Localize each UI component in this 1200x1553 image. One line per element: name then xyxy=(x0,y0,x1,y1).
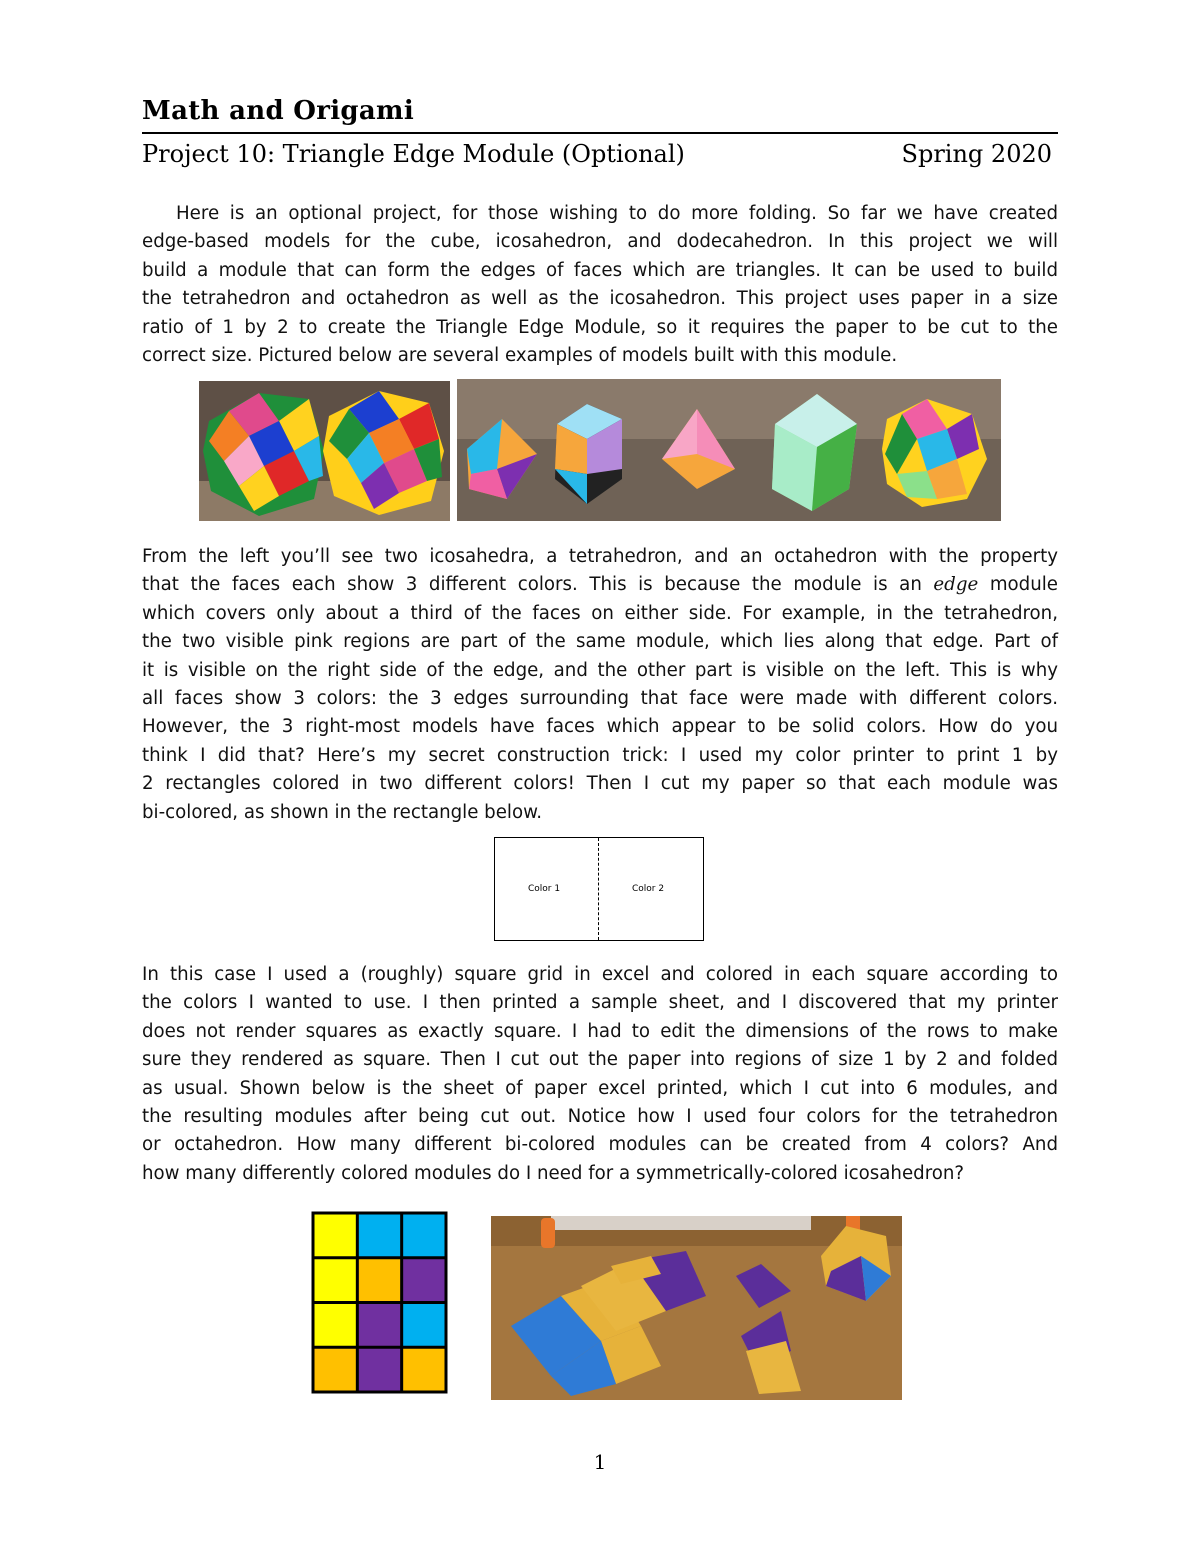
grid-cell-purple xyxy=(357,1347,401,1392)
page-number: 1 xyxy=(593,1450,607,1474)
text-line xyxy=(142,571,1058,599)
grid-cell-yellow xyxy=(313,1258,357,1303)
text-line: ratio of 1 by 2 to create the Triangle Edge Module, so it requires the paper to be cut to the xyxy=(142,316,1058,338)
term-label: Spring 2020 xyxy=(901,140,1052,168)
polyhedra-photo xyxy=(457,379,1001,521)
color-2-label: Color 2 xyxy=(632,884,665,894)
text-line: bi-colored, as shown in the rectangle below. xyxy=(142,801,543,823)
color-1-label: Color 1 xyxy=(528,884,561,894)
text-line: the two visible pink regions are part of the same module, which lies along that edge. Part of xyxy=(142,631,1058,653)
text-line: or octahedron. How many different bi-colored modules can be created from 4 colors? And xyxy=(142,1134,1058,1156)
grid-cell-orange xyxy=(357,1258,401,1303)
icosahedra-photo xyxy=(199,381,450,521)
text-line: correct size. Pictured below are several examples of models built with this module. xyxy=(142,345,898,367)
text-line: Here is an optional project, for those wishing to do more folding. So far we have created xyxy=(176,203,1058,224)
text-line: think I did that? Here’s my secret construction trick: I used my color printer to print 1 by xyxy=(142,744,1058,766)
emphasis-edge: edge xyxy=(933,574,979,596)
text-line: the tetrahedron and octahedron as well as the icosahedron. This project uses paper in a size xyxy=(142,288,1058,310)
text-line: it is visible on the right side of the edge, and the other part is visible on the left. This is why xyxy=(142,659,1058,681)
fold-line xyxy=(598,838,599,940)
text-line: all faces show 3 colors: the 3 edges surrounding that face were made with different colors. xyxy=(142,688,1058,710)
cut-modules-photo xyxy=(491,1216,902,1400)
text-line: how many differently colored modules do I need for a symmetrically-colored icosahedron? xyxy=(142,1162,965,1184)
text-fragment: module xyxy=(978,574,1058,596)
bicolor-rectangle-diagram xyxy=(494,837,704,941)
grid-cell-orange xyxy=(402,1347,446,1392)
project-title: Project 10: Triangle Edge Module (Optional) xyxy=(142,140,685,168)
grid-cell-purple xyxy=(402,1258,446,1303)
title-rule xyxy=(142,132,1058,134)
excel-paragraph xyxy=(142,961,1058,1188)
text-line: the colors I wanted to use. I then printed a sample sheet, and I discovered that my printer xyxy=(142,992,1058,1014)
grid-cell-purple xyxy=(357,1303,401,1348)
grid-cell-blue xyxy=(357,1213,401,1258)
text-line: 2 rectangles colored in two different colors! Then I cut my paper so that each module was xyxy=(142,773,1058,795)
text-line: In this case I used a (roughly) square grid in excel and colored in each square according to xyxy=(142,964,1058,985)
intro-paragraph xyxy=(142,200,1058,370)
text-line: build a module that can form the edges of faces which are triangles. It can be used to build xyxy=(142,259,1058,281)
text-line: From the left you’ll see two icosahedra, a tetrahedron, and an octahedron with the property xyxy=(142,546,1058,567)
text-line: as usual. Shown below is the sheet of paper excel printed, which I cut into 6 modules, and xyxy=(142,1077,1058,1099)
text-line: does not render squares as exactly square. I had to edit the dimensions of the rows to make xyxy=(142,1020,1058,1042)
document-title: Math and Origami xyxy=(142,96,415,126)
grid-cell-yellow xyxy=(313,1213,357,1258)
grid-cell-blue xyxy=(402,1303,446,1348)
text-line: However, the 3 right-most models have faces which appear to be solid colors. How do you xyxy=(142,716,1058,738)
text-line: sure they rendered as square. Then I cut out the paper into regions of size 1 by 2 and folded xyxy=(142,1049,1058,1071)
text-fragment: that the faces each show 3 different colors. This is because the module is an xyxy=(142,574,934,596)
grid-cell-orange xyxy=(313,1347,357,1392)
text-line: edge-based models for the cube, icosahedron, and dodecahedron. In this project we will xyxy=(142,231,1058,253)
subtitle-row xyxy=(142,140,1058,168)
grid-cell-blue xyxy=(402,1213,446,1258)
explanation-paragraph xyxy=(142,543,1058,827)
text-line: which covers only about a third of the faces on either side. For example, in the tetrahedron, xyxy=(142,602,1058,624)
excel-color-grid xyxy=(311,1211,448,1394)
text-line: the resulting modules after being cut out. Notice how I used four colors for the tetrahedron xyxy=(142,1106,1058,1128)
grid-cell-yellow xyxy=(313,1303,357,1348)
